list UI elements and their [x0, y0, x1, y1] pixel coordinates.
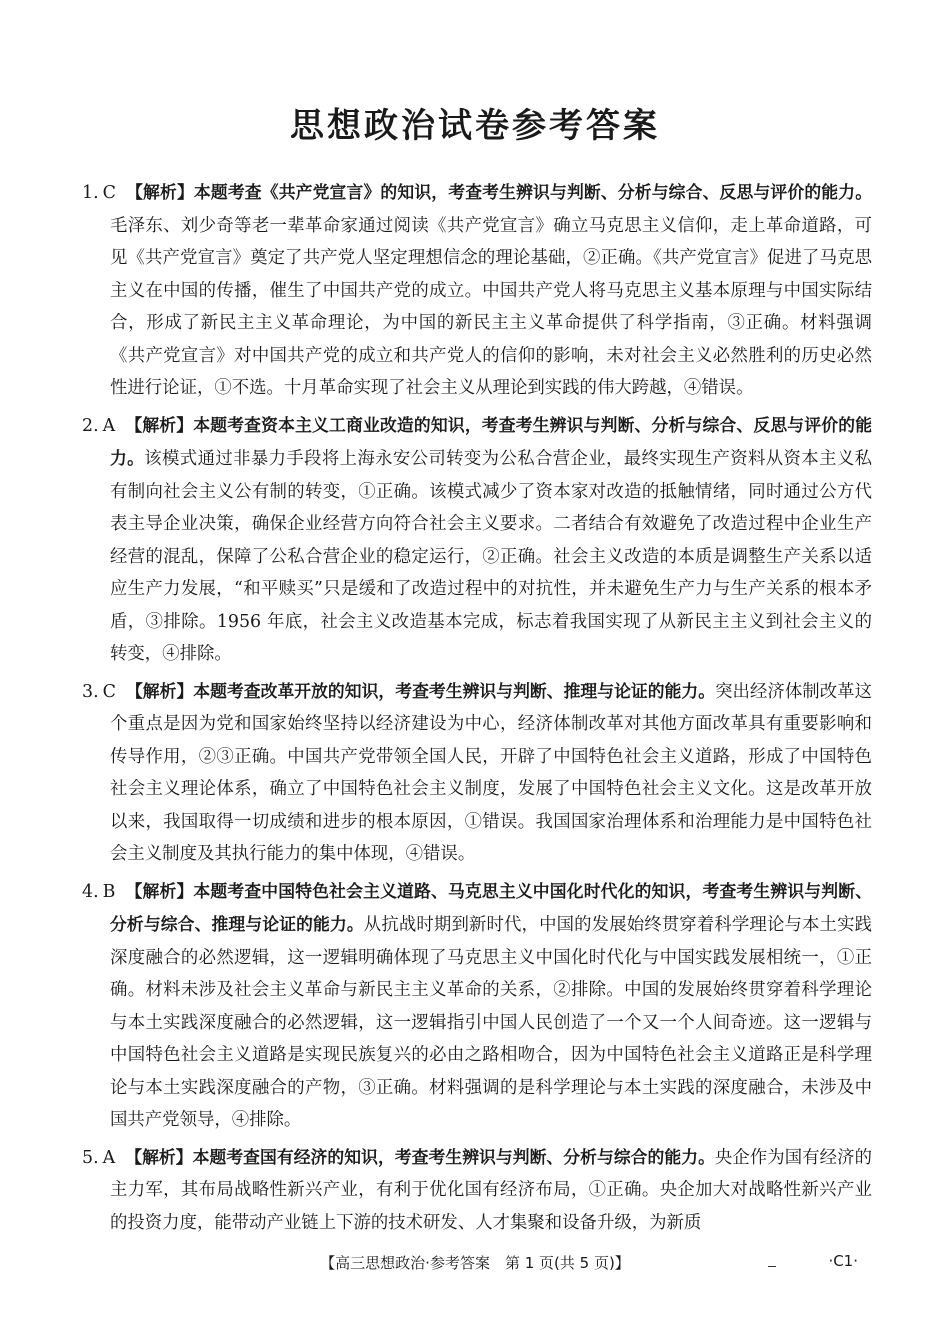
analysis-body: 该模式通过非暴力手段将上海永安公司转变为公私合营企业，最终实现生产资料从资本主义私有制向社会主义公有制的转变，①正确。该模式减少了资本家对改造的抵触情绪，同时通过公方代表主导企业决策，确保企业经营方向符合社会主义要求。二者结合有效避免了改造过程中企业生产经营的混乱，保障了公私合营企业的稳定运行，②正确。社会主义改造的本质是调整生产关系以适应生产力发展，“和平赎买”只是缓和了改造过程中的对抗性，并未避免生产力与生产关系的根本矛盾，③排除。1956 年底，社会主义改造基本完成，标志着我国实现了从新民主主义到社会主义的转变，④排除。	[110, 449, 872, 664]
analysis-body: 从抗战时期到新时代，中国的发展始终贯穿着科学理论与本土实践深度融合的必然逻辑，这一逻辑明确体现了马克思主义中国化时代化与中国实践发展相统一，①正确。材料未涉及社会主义革命与新民主主义革命的关系，②排除。中国的发展始终贯穿着科学理论与本土实践深度融合的必然逻辑，这一逻辑指引中国人民创造了一个又一个人间奇迹。这一逻辑与中国特色社会主义道路是实现民族复兴的必由之路相吻合，因为中国特色社会主义道路正是科学理论与本土实践深度融合的产物，③正确。材料强调的是科学理论与本土实践的深度融合，未涉及中国共产党领导，④排除。	[110, 915, 872, 1130]
analysis-lead: 【解析】本题考查国有经济的知识，考查考生辨识与判断、分析与综合的能力。	[125, 1146, 715, 1167]
analysis-body: 突出经济体制改革这个重点是因为党和国家始终坚持以经济建设为中心，经济体制改革对其他方面改革具有重要影响和传导作用，②③正确。中国共产党带领全国人民，开辟了中国特色社会主义道路，形成了中国特色社会主义理论体系，确立了中国特色社会主义制度，发展了中国特色社会主义文化。这是改革开放以来，我国取得一切成绩和进步的根本原因，①错误。我国国家治理体系和治理能力是中国特色社会主义制度及其执行能力的集中体现，④错误。	[110, 681, 872, 864]
page-title: 思想政治试卷参考答案	[290, 106, 660, 146]
question-number: 1.	[82, 183, 99, 203]
answer-list	[82, 176, 872, 1243]
analysis-body: 央企作为国有经济的主力军，其布局战略性新兴产业，有利于优化国有经济布局，①正确。央企加大对战略性新兴产业的投资力度，能带动产业链上下游的技术研发、人才集聚和设备升级，为新质	[110, 1147, 872, 1233]
answer-choice: B	[102, 881, 116, 902]
answer-item	[82, 409, 872, 671]
answer-choice: C	[102, 183, 116, 203]
answer-choice: A	[102, 1147, 116, 1168]
question-number: 2.	[82, 415, 99, 436]
analysis-lead: 【解析】本题考查改革开放的知识，考查考生辨识与判断、推理与论证的能力。	[125, 680, 716, 701]
answer-item	[82, 875, 872, 1137]
question-number: 3.	[82, 681, 99, 702]
answer-item	[82, 675, 872, 871]
footer-page-info: 【高三思想政治·参考答案 第 1 页(共 5 页)】	[320, 1254, 630, 1272]
question-number: 4.	[82, 881, 99, 902]
analysis-body: 毛泽东、刘少奇等老一辈革命家通过阅读《共产党宣言》确立马克思主义信仰，走上革命道路，可见《共产党宣言》奠定了共产党人坚定理想信念的理论基础，②正确。《共产党宣言》促进了马克思主义在中国的传播，催生了中国共产党的成立。中国共产党人将马克思主义基本原理与中国实际结合，形成了新民主主义革命理论，为中国的新民主主义革命提供了科学指南，③正确。材料强调《共产党宣言》对中国共产党的成立和共产党人的信仰的影响，未对社会主义必然胜利的历史必然性进行论证，①不选。十月革命实现了社会主义从理论到实践的伟大跨越，④错误。	[110, 215, 872, 398]
question-number: 5.	[82, 1147, 99, 1168]
answer-choice: C	[102, 681, 116, 702]
answer-item	[82, 176, 872, 405]
answer-choice: A	[102, 415, 116, 436]
footer-code: ·C1·	[828, 1252, 858, 1270]
analysis-lead: 【解析】本题考查中国特色社会主义道路、马克思主义中国化时代化的知识，考查考生辨识与判断、分析与综合、推理与论证的能力。	[110, 880, 872, 934]
analysis-lead: 【解析】本题考查资本主义工商业改造的知识，考查考生辨识与判断、分析与综合、反思与评价的能力。	[110, 414, 872, 468]
answer-item	[82, 1141, 872, 1240]
analysis-lead: 【解析】本题考查《共产党宣言》的知识，考查考生辨识与判断、分析与综合、反思与评价的能力。	[125, 182, 872, 202]
footer-underscore-mark	[768, 1254, 776, 1267]
